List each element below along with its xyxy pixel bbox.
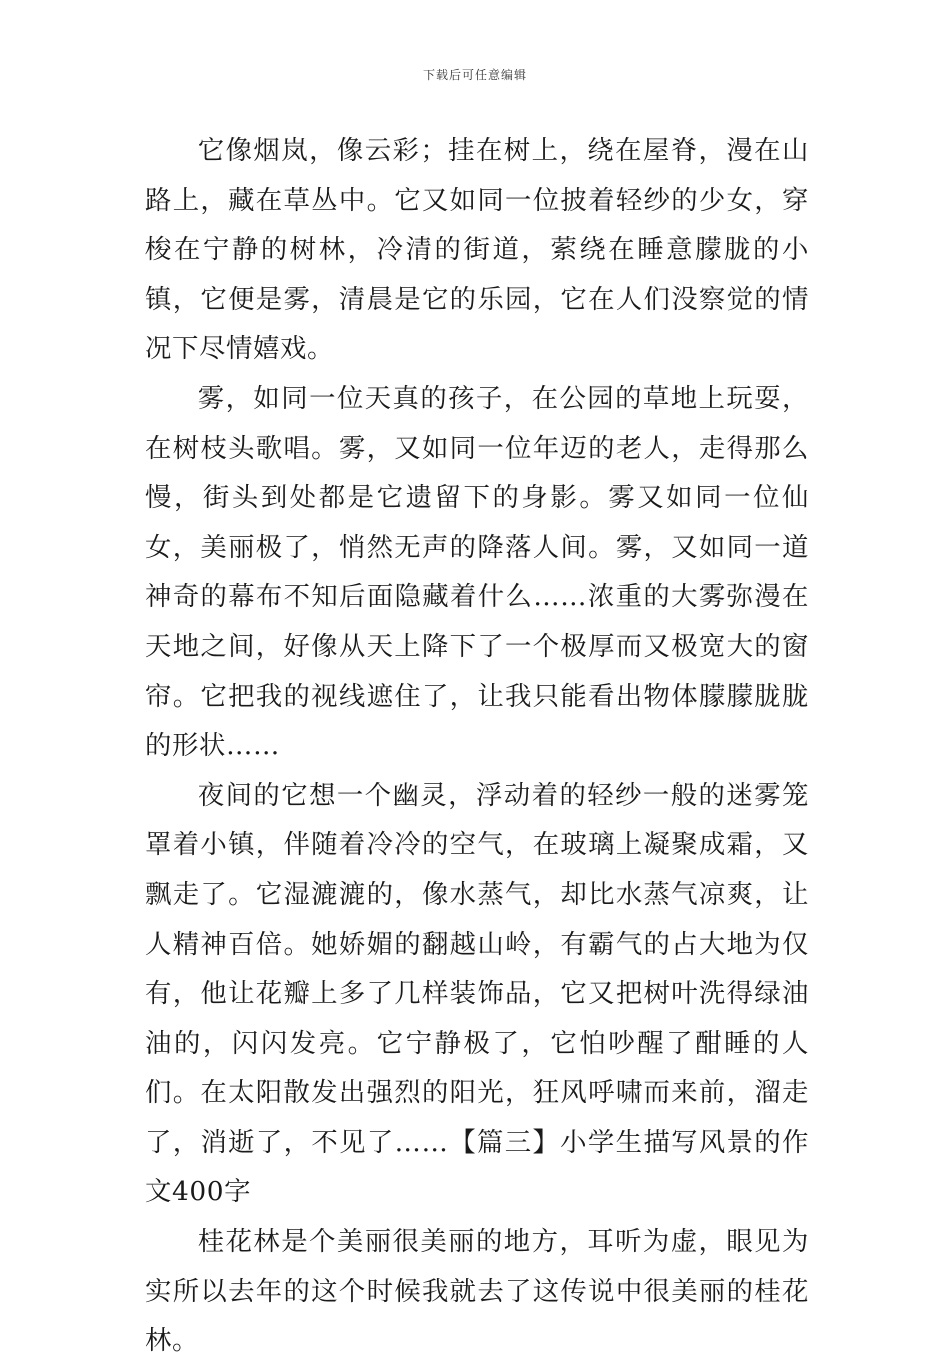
paragraph-fog-metaphors: 雾，如同一位天真的孩子，在公园的草地上玩耍，在树枝头歌唱。雾，又如同一位年迈的老人，走得那么慢，街头到处都是它遗留下的身影。雾又如同一位仙女，美丽极了，悄然无声的降落人间。雾，又如同一道神奇的幕布不知后面隐藏着什么……浓重的大雾弥漫在天地之间，好像从天上降下了一个极厚而又极宽大的窗帘。它把我的视线遮住了，让我只能看出物体朦朦胧胧的形状…… [145, 382, 809, 762]
paragraph-fog-night: 夜间的它想一个幽灵，浮动着的轻纱一般的迷雾笼罩着小镇，伴随着冷冷的空气，在玻璃上凝聚成霜，又飘走了。它湿漉漉的，像水蒸气，却比水蒸气凉爽，让人精神百倍。她娇媚的翻越山岭，有霸气的占大地为仅有，他让花瓣上多了几样装饰品，它又把树叶洗得绿油油的，闪闪发亮。它宁静极了，它怕吵醒了酣睡的人们。在太阳散发出强烈的阳光，狂风呼啸而来前，溜走了，消逝了，不见了……【篇三】小学生描写风景的作文400字 [145, 779, 809, 1208]
header-note: 下载后可任意编辑 [422, 68, 527, 82]
paragraph-osmanthus-forest: 桂花林是个美丽很美丽的地方，耳听为虚，眼见为实所以去年的这个时候我就去了这传说中很美丽的桂花林。 [145, 1226, 809, 1357]
document-body [145, 126, 809, 1366]
paragraph-fog-intro: 它像烟岚，像云彩；挂在树上，绕在屋脊，漫在山路上，藏在草丛中。它又如同一位披着轻纱的少女，穿梭在宁静的树林，冷清的街道，萦绕在睡意朦胧的小镇，它便是雾，清晨是它的乐园，它在人们没察觉的情况下尽情嬉戏。 [145, 135, 809, 365]
